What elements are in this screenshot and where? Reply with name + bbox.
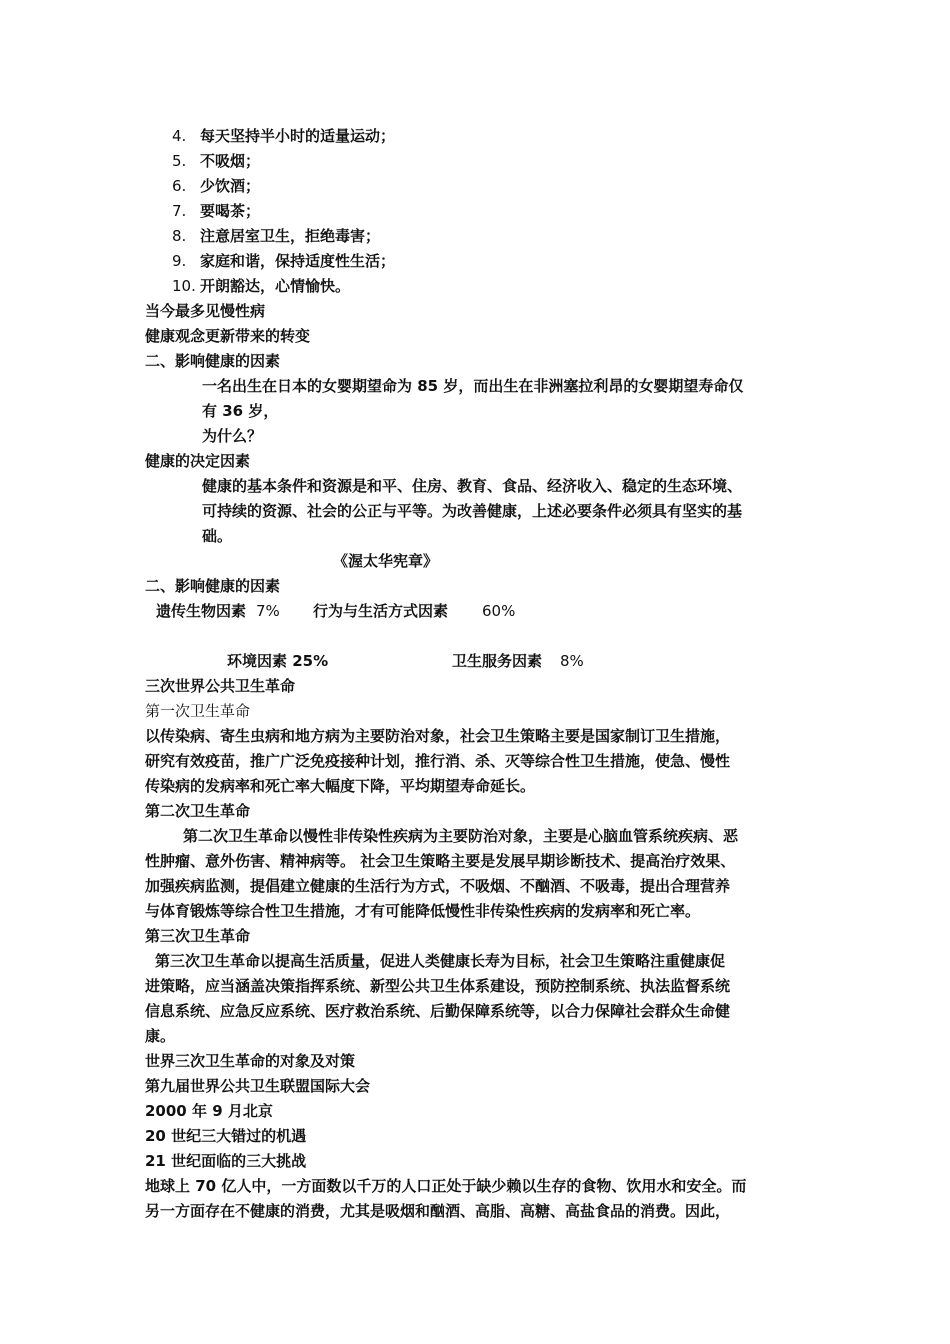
life-expectancy-text: 一名出生在日本的女婴期望命为 85 岁，而出生在非洲塞拉利昂的女婴期望寿命仅 <box>202 377 744 395</box>
challenges-text: 地球上 70 亿人中，一方面数以千万的人口正处于缺少赖以生存的食物、饮用水和安全。而 <box>145 1177 747 1195</box>
heading-ninth-congress: 第九届世界公共卫生联盟国际大会 <box>145 1077 371 1095</box>
factor-genetic: 遗传生物因素 7% <box>156 602 280 620</box>
first-revolution-text: 研究有效疫苗，推广广泛免疫接种计划，推行消、杀、灭等综合性卫生措施，使急、慢性 <box>145 752 731 770</box>
list-item: 7. 要喝茶； <box>172 202 261 220</box>
list-item: 8. 注意居室卫生，拒绝毒害； <box>172 227 381 245</box>
second-revolution-text: 与体育锻炼等综合性卫生措施，才有可能降低慢性非传染性疾病的发病率和死亡率。 <box>145 902 701 920</box>
heading-health-concept: 健康观念更新带来的转变 <box>145 327 311 345</box>
heading-challenges: 21 世纪面临的三大挑战 <box>145 1152 307 1170</box>
determinants-text: 可持续的资源、社会的公正与平等。为改善健康，上述必要条件必须具有坚实的基 <box>202 502 743 520</box>
third-revolution-text: 第三次卫生革命以提高生活质量，促进人类健康长寿为目标，社会卫生策略注重健康促 <box>155 952 726 970</box>
second-revolution-text: 第二次卫生革命以慢性非传染性疾病为主要防治对象，主要是心脑血管系统疾病、恶 <box>183 827 739 845</box>
heading-missed-opportunities: 20 世纪三大错过的机遇 <box>145 1127 307 1145</box>
list-item: 4. 每天坚持半小时的适量运动； <box>172 127 396 145</box>
heading-health-factors: 二、影响健康的因素 <box>145 577 281 595</box>
heading-health-factors: 二、影响健康的因素 <box>145 352 281 370</box>
factor-health-service: 卫生服务因素 8% <box>452 652 584 670</box>
third-revolution-text: 进策略，应当涵盖决策指挥系统、新型公共卫生体系建设，预防控制系统、执法监督系统 <box>145 977 731 995</box>
ottawa-charter-citation: 《渥太华宪章》 <box>333 552 439 570</box>
question-why: 为什么？ <box>202 427 263 445</box>
heading-third-revolution: 第三次卫生革命 <box>145 927 251 945</box>
heading-chronic-disease: 当今最多见慢性病 <box>145 302 266 320</box>
congress-date: 2000 年 9 月北京 <box>145 1102 273 1120</box>
list-item: 5. 不吸烟； <box>172 152 261 170</box>
second-revolution-text: 加强疾病监测，提倡建立健康的生活行为方式，不吸烟、不酗酒、不吸毒，提出合理营养 <box>145 877 731 895</box>
life-expectancy-text: 有 36 岁， <box>202 402 279 420</box>
second-revolution-text: 性肿瘤、意外伤害、精神病等。 社会卫生策略主要是发展早期诊断技术、提高治疗效果、 <box>145 852 736 870</box>
challenges-text: 另一方面存在不健康的消费，尤其是吸烟和酗酒、高脂、高糖、高盐食品的消费。因此， <box>145 1202 731 1220</box>
determinants-text: 础。 <box>202 527 233 545</box>
list-item: 6. 少饮酒； <box>172 177 261 195</box>
heading-three-revolutions: 三次世界公共卫生革命 <box>145 677 296 695</box>
heading-second-revolution: 第二次卫生革命 <box>145 802 251 820</box>
heading-first-revolution: 第一次卫生革命 <box>145 702 251 720</box>
third-revolution-text: 康。 <box>145 1027 176 1045</box>
first-revolution-text: 传染病的发病率和死亡率大幅度下降，平均期望寿命延长。 <box>145 777 536 795</box>
third-revolution-text: 信息系统、应急反应系统、医疗救治系统、后勤保障系统等，以合力保障社会群众生命健 <box>145 1002 731 1020</box>
list-item: 9. 家庭和谐，保持适度性生活； <box>172 252 396 270</box>
list-item: 10. 开朗豁达，心情愉快。 <box>172 277 351 295</box>
heading-revolution-objects: 世界三次卫生革命的对象及对策 <box>145 1052 356 1070</box>
first-revolution-text: 以传染病、寄生虫病和地方病为主要防治对象，社会卫生策略主要是国家制订卫生措施， <box>145 727 731 745</box>
factor-behavior: 行为与生活方式因素 60% <box>313 602 516 620</box>
heading-determinants: 健康的决定因素 <box>145 452 251 470</box>
factor-environment: 环境因素 25% <box>227 652 329 670</box>
determinants-text: 健康的基本条件和资源是和平、住房、教育、食品、经济收入、稳定的生态环境、 <box>202 477 743 495</box>
